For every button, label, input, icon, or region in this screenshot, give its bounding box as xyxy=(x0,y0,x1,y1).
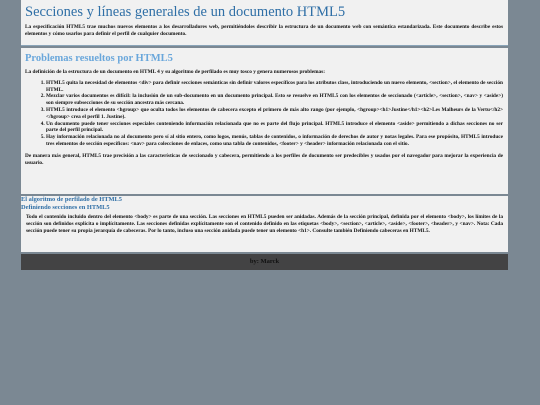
list-item: 5. Hay información relacionada no al documento pero sí al sitio entero, como logos, menús, tablas de contenidos, o información de derechos de autor y notas legales. Para ese propósito, HTML5 introduce tres elementos de sección específicos: <nav> para colecciones de enlaces, como una tabla de contenidos, <footer> y <header> información relacionada con el sitio. xyxy=(46,134,503,148)
algorithm-heading: El algoritmo de perfilado de HTML5 xyxy=(21,196,123,203)
footer-author: by: Marck xyxy=(249,258,280,265)
problems-list xyxy=(25,80,503,148)
list-item: 3. HTML5 introduce el elemento <hgroup> que oculta todos los elementos de cabecera excepto el primero de más alto rango (por ejemplo, <hgroup><h1>Justine</h1><h2>Les Malheurs de la Vertu</h2></hgroup> crea el perfil 1. Justine). xyxy=(46,107,503,121)
problems-section xyxy=(21,48,508,194)
page-title: Secciones y líneas generales de un documento HTML5 xyxy=(25,4,346,20)
list-item: 2. Mezclar varios documentos es difícil: la inclusión de un sub-documento en un documento principal. Esto se resuelve en HTML5 con los elementos de seccionado (<article>, <section>, <nav> y <aside>) son siempre subsecciones de su sección ancestra más cercana. xyxy=(46,93,503,107)
algorithm-subheading: Definiendo secciones en HTML5 xyxy=(21,203,110,211)
intro-paragraph: La especificación HTML5 trae muchos nuevos elementos a los desarrolladores web, permitiéndoles describir la estructura de un documento web con semántica estandarizada. Este documento describe estos elementos y cómo usarlos para definir el perfil de cualquier documento. xyxy=(25,24,503,37)
page xyxy=(21,0,508,271)
list-item: 1. HTML5 quita la necesidad de elementos <div> para definir secciones semánticas sin definir valores específicos para los atributos class, introduciendo un nuevo elemento, <section>, el elemento de sección HTML. xyxy=(46,80,503,94)
intro-section xyxy=(21,0,508,46)
problems-lead: La definición de la estructura de un documento en HTML 4 y su algoritmo de perfilado es muy tosco y genera numerosos problemas: xyxy=(25,69,325,75)
page-footer xyxy=(21,254,508,270)
problems-heading: Problemas resueltos por HTML5 xyxy=(25,53,173,64)
algorithm-paragraph: Todo el contenido incluido dentro del elemento <body> es parte de una sección. Las secciones en HTML5 pueden ser anidadas. Además de la sección principal, definida por el elemento <body>, los límites de la sección son definidos explícita o implícitamente. Las secciones definidas explícitamente son el contenido definido en las etiquetas <body>, <section>, <article>, <aside>, <footer>, <header>, y <nav>. Nota: Cada sección puede tener su propia jerarquía de cabeceras. Por lo tanto, incluso una sección anidada puede tener un elemento <h1>. Consulte también Definiendo cabeceras en HTML5. xyxy=(26,214,503,234)
problems-closing: De manera más general, HTML5 trae precisión a las características de seccionado y cabecera, permitiendo a los perfiles de documento ser predecibles y usados por el navegador para mejorar la experiencia de usuario. xyxy=(25,152,503,166)
list-item: 4. Un documento puede tener secciones especiales conteniendo información relacionada que no es parte del flujo principal. HTML5 introduce el elemento <aside> permitiendo a dichas secciones no ser parte del perfil principal. xyxy=(46,121,503,135)
algorithm-section xyxy=(21,196,508,252)
